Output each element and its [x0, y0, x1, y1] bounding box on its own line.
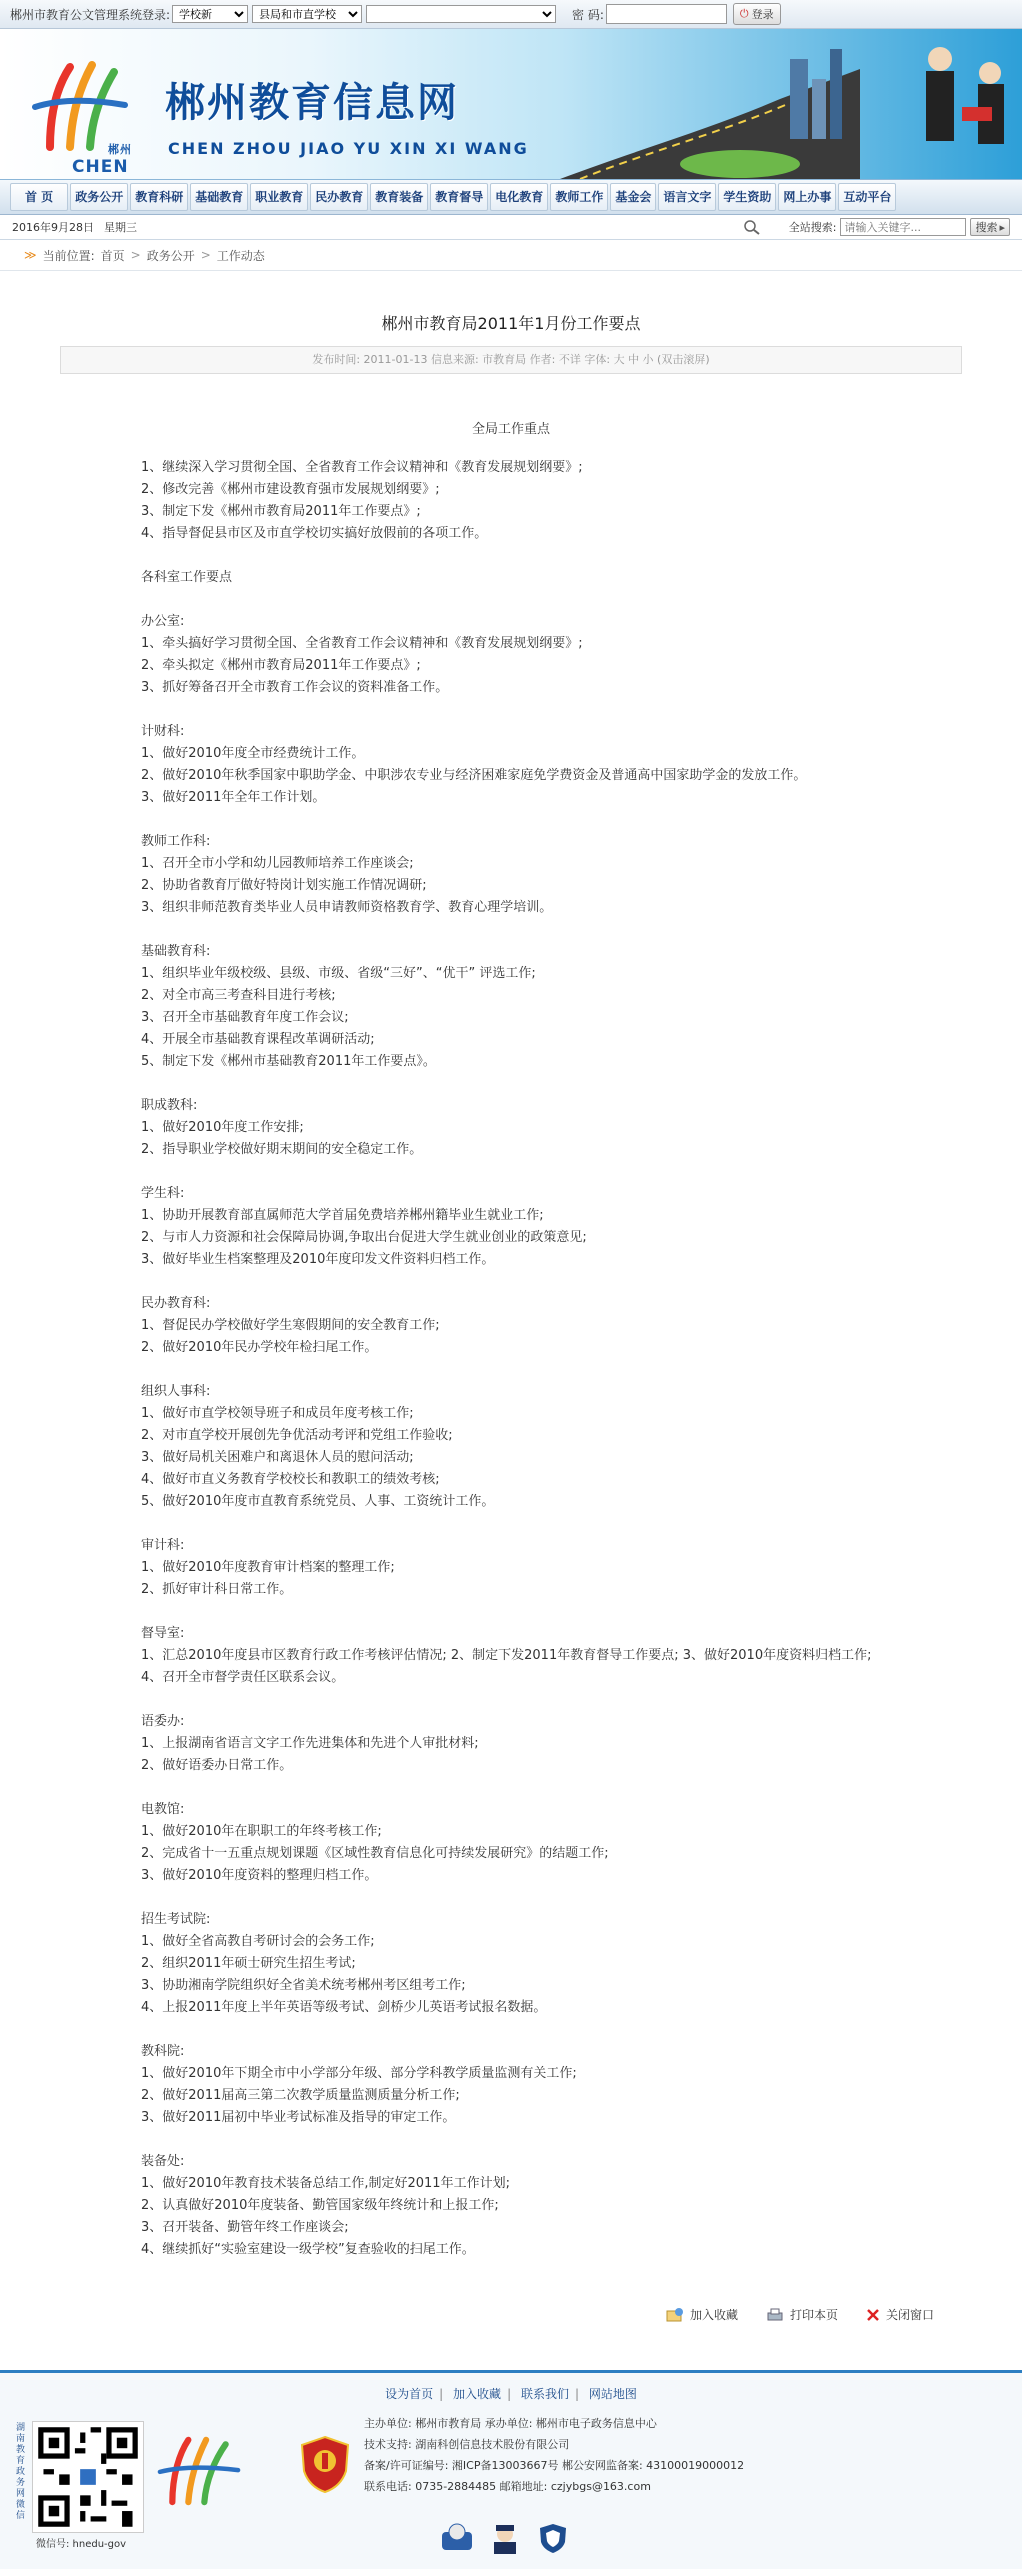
section-block — [141, 831, 881, 919]
section-block — [141, 2041, 881, 2129]
login-button[interactable]: ⏻ 登录 — [733, 3, 781, 25]
list-item: 2、指导职业学校做好期末期间的安全稳定工作。 — [141, 1142, 423, 1157]
add-favorite-link[interactable]: 加入收藏 — [453, 2387, 502, 2401]
list-item: 1、汇总2010年度县市区教育行政工作考核评估情况; 2、制定下发2011年教育督导工作要点; 3、做好2010年度资料归档工作; 4、召开全市督学责任区联系会议。 — [141, 1648, 872, 1685]
printer-icon — [766, 2307, 784, 2323]
list-item: 3、抓好筹备召开全市教育工作会议的资料准备工作。 — [141, 680, 449, 695]
password-label: 密 码: — [572, 7, 604, 22]
wechat-vertical-label: 湖南教育政务网微信 — [16, 2423, 26, 2521]
unit-type-select[interactable] — [172, 5, 248, 23]
site-banner — [0, 29, 1022, 180]
unit-name-select[interactable] — [366, 5, 556, 23]
certification-badges — [440, 2522, 570, 2554]
list-item: 4、指导督促县市区及市直学校切实搞好放假前的各项工作。 — [141, 526, 488, 541]
footer-info — [364, 2413, 744, 2497]
list-item: 1、做好2010年度教育审计档案的整理工作; — [141, 1560, 395, 1575]
breadcrumb-marker-icon: ≫ — [24, 248, 37, 262]
list-item: 1、做好2010年下期全市中小学部分年级、部分学科教学质量监测有关工作; — [141, 2066, 577, 2081]
list-item: 1、组织毕业年级校级、县级、市级、省级“三好”、“优干” 评选工作; — [141, 966, 536, 981]
list-item: 4、上报2011年度上半年英语等级考试、剑桥少儿英语考试报名数据。 — [141, 2000, 547, 2015]
close-icon — [866, 2308, 880, 2322]
login-bar — [0, 0, 1022, 29]
section-name: 审计科: — [141, 1538, 185, 1553]
search-label: 全站搜索: — [788, 221, 837, 234]
section-block — [141, 1711, 881, 1777]
set-homepage-link[interactable]: 设为首页 — [385, 2387, 434, 2401]
section-name: 教科院: — [141, 2044, 185, 2059]
nav-research[interactable]: 教育科研 — [130, 183, 188, 211]
nav-online-services[interactable]: 网上办事 — [778, 183, 836, 211]
contact-us-link[interactable]: 联系我们 — [520, 2387, 569, 2401]
list-item: 1、牵头搞好学习贯彻全国、全省教育工作会议精神和《教育发展规划纲要》; — [141, 636, 583, 651]
footer-contact: 联系电话: 0735-2884485 邮箱地址: czjybgs@163.com — [364, 2480, 651, 2493]
list-item: 1、做好市直学校领导班子和成员年度考核工作; — [141, 1406, 414, 1421]
section-block — [141, 1381, 881, 1513]
list-item: 3、做好毕业生档案整理及2010年度印发文件资料归档工作。 — [141, 1252, 495, 1267]
nav-supervision[interactable]: 教育督导 — [430, 183, 488, 211]
nav-interaction[interactable]: 互动平台 — [838, 183, 896, 211]
sitemap-link[interactable]: 网站地图 — [588, 2387, 637, 2401]
nav-foundation[interactable]: 基金会 — [610, 183, 656, 211]
footer-logo-icon — [154, 2431, 244, 2511]
article-heading: 全局工作重点 — [471, 422, 550, 437]
section-name: 教师工作科: — [141, 834, 211, 849]
search-input[interactable] — [840, 218, 966, 236]
police-officer-icon[interactable] — [488, 2522, 522, 2554]
list-item: 5、制定下发《郴州市基础教育2011年工作要点》。 — [141, 1054, 436, 1069]
footer-links: 设为首页 | 加入收藏 | 联系我们 | 网站地图 — [385, 2387, 637, 2401]
list-item: 2、与市人力资源和社会保障局协调,争取出台促进大学生就业创业的政策意见; — [141, 1230, 587, 1245]
qr-code-icon — [32, 2421, 144, 2533]
section-name: 办公室: — [141, 614, 185, 629]
arrow-right-icon: ▸ — [999, 220, 1005, 234]
breadcrumb — [0, 240, 1022, 271]
list-item: 1、继续深入学习贯彻全国、全省教育工作会议精神和《教育发展规划纲要》; — [141, 460, 583, 475]
nav-private-edu[interactable]: 民办教育 — [310, 183, 368, 211]
footer-icp: 备案/许可证编号: 湘ICP备13003667号 郴公安网监备案: 43100019000012 — [364, 2459, 745, 2472]
section-block — [141, 941, 881, 1073]
breadcrumb-gov-affairs[interactable]: 政务公开 — [146, 248, 195, 263]
nav-teachers[interactable]: 教师工作 — [550, 183, 608, 211]
network-police-icon[interactable] — [440, 2522, 474, 2554]
breadcrumb-work-news[interactable]: 工作动态 — [216, 248, 265, 263]
login-icon: ⏻ — [739, 7, 749, 20]
section-name: 计财科: — [141, 724, 185, 739]
unit-category-select[interactable] — [252, 5, 362, 23]
section-name: 电教馆: — [141, 1802, 185, 1817]
list-item: 2、协助省教育厅做好特岗计划实施工作情况调研; — [141, 878, 427, 893]
article-body — [141, 374, 881, 2261]
list-item: 1、做好2010年度工作安排; — [141, 1120, 304, 1135]
section-block — [141, 1909, 881, 2019]
list-item: 2、做好2011届高三第二次教学质量监测质量分析工作; — [141, 2088, 460, 2103]
list-item: 2、认真做好2010年度装备、勤管国家级年终统计和上报工作; — [141, 2198, 499, 2213]
footer-tech-support: 技术支持: 湖南科创信息技术股份有限公司 — [364, 2438, 570, 2451]
list-item: 4、做好市直义务教育学校校长和教职工的绩效考核; — [141, 1472, 440, 1487]
logo-text: 郴州 CHEN — [72, 143, 132, 177]
list-item: 3、做好2010年度资料的整理归档工作。 — [141, 1868, 378, 1883]
list-item: 1、召开全市小学和幼儿园教师培养工作座谈会; — [141, 856, 414, 871]
password-input[interactable] — [606, 4, 727, 24]
qr-code-label: 微信号: hnedu-gov — [36, 2539, 127, 2550]
section-block — [141, 1293, 881, 1359]
section-block — [141, 2151, 881, 2261]
list-item: 2、做好语委办日常工作。 — [141, 1758, 293, 1773]
section-block — [141, 1623, 881, 1689]
section-block — [141, 611, 881, 699]
list-item: 3、召开全市基础教育年度工作会议; — [141, 1010, 349, 1025]
list-item: 4、继续抓好“实验室建设一级学校”复查验收的扫尾工作。 — [141, 2242, 475, 2257]
section-name: 基础教育科: — [141, 944, 211, 959]
nav-language[interactable]: 语言文字 — [658, 183, 716, 211]
current-date: 2016年9月28日 — [12, 221, 94, 234]
list-item: 4、开展全市基础教育课程改革调研活动; — [141, 1032, 375, 1047]
nav-student-aid[interactable]: 学生资助 — [718, 183, 776, 211]
section-name: 装备处: — [141, 2154, 185, 2169]
chevron-right-icon: > — [200, 248, 211, 262]
banner-city-illustration — [560, 29, 1022, 179]
list-item: 2、完成省十一五重点规划课题《区域性教育信息化可持续发展研究》的结题工作; — [141, 1846, 609, 1861]
list-item: 2、组织2011年硕士研究生招生考试; — [141, 1956, 356, 1971]
list-item: 2、抓好审计科日常工作。 — [141, 1582, 293, 1597]
list-item: 3、制定下发《郴州市教育局2011年工作要点》; — [141, 504, 421, 519]
list-item: 5、做好2010年度市直教育系统党员、人事、工资统计工作。 — [141, 1494, 495, 1509]
footer-sponsor: 主办单位: 郴州市教育局 承办单位: 郴州市电子政务信息中心 — [364, 2417, 657, 2430]
section-name: 招生考试院: — [141, 1912, 211, 1927]
list-item: 1、做好2010年度全市经费统计工作。 — [141, 746, 365, 761]
breadcrumb-home[interactable]: 首页 — [100, 248, 125, 263]
print-button[interactable]: 打印本页 — [766, 2306, 838, 2323]
section-name: 职成教科: — [141, 1098, 198, 1113]
section-block — [141, 1095, 881, 1161]
section-block — [141, 1535, 881, 1601]
intro-list — [141, 457, 881, 545]
chevron-right-icon: > — [130, 248, 141, 262]
sections-title: 各科室工作要点 — [141, 570, 233, 585]
list-item: 1、做好2010年在职职工的年终考核工作; — [141, 1824, 382, 1839]
nav-gov-affairs[interactable]: 政务公开 — [70, 183, 128, 211]
add-favorite-button[interactable]: 加入收藏 — [666, 2306, 738, 2323]
section-block — [141, 1183, 881, 1271]
list-item: 1、做好2010年教育技术装备总结工作,制定好2011年工作计划; — [141, 2176, 510, 2191]
section-name: 语委办: — [141, 1714, 185, 1729]
section-name: 学生科: — [141, 1186, 185, 1201]
sections — [141, 611, 881, 2261]
favorite-icon — [666, 2307, 684, 2323]
section-name: 督导室: — [141, 1626, 185, 1641]
nav-e-education[interactable]: 电化教育 — [490, 183, 548, 211]
police-badge-icon[interactable] — [300, 2435, 350, 2493]
magnifier-icon — [743, 219, 761, 235]
list-item: 2、牵头拟定《郴州市教育局2011年工作要点》; — [141, 658, 421, 673]
list-item: 3、召开装备、勤管年终工作座谈会; — [141, 2220, 349, 2235]
list-item: 3、做好局机关困难户和离退休人员的慰问活动; — [141, 1450, 414, 1465]
nav-equipment[interactable]: 教育装备 — [370, 183, 428, 211]
list-item: 1、督促民办学校做好学生寒假期间的安全教育工作; — [141, 1318, 440, 1333]
section-name: 组织人事科: — [141, 1384, 211, 1399]
site-title-pinyin: CHEN ZHOU JIAO YU XIN XI WANG — [168, 139, 529, 158]
list-item: 1、协助开展教育部直属师范大学首届免费培养郴州籍毕业生就业工作; — [141, 1208, 544, 1223]
nav-basic-edu[interactable]: 基础教育 — [190, 183, 248, 211]
close-window-button[interactable]: 关闭窗口 — [866, 2306, 934, 2323]
list-item: 3、做好2011届初中毕业考试标准及指导的审定工作。 — [141, 2110, 456, 2125]
list-item: 2、对市直学校开展创先争优活动考评和党组工作验收; — [141, 1428, 453, 1443]
list-item: 3、组织非师范教育类毕业人员申请教师资格教育学、教育心理学培训。 — [141, 900, 553, 915]
list-item: 2、对全市高三考查科目进行考核; — [141, 988, 336, 1003]
list-item: 2、修改完善《郴州市建设教育强市发展规划纲要》; — [141, 482, 440, 497]
section-block — [141, 1799, 881, 1887]
article-tools — [666, 2306, 934, 2323]
list-item: 1、做好全省高教自考研讨会的会务工作; — [141, 1934, 375, 1949]
current-weekday: 星期三 — [104, 221, 137, 234]
list-item: 3、协助湘南学院组织好全省美术统考郴州考区组考工作; — [141, 1978, 466, 1993]
breadcrumb-prefix: 当前位置: — [42, 248, 95, 263]
site-title: 郴州教育信息网 — [165, 80, 459, 126]
nav-home[interactable]: 首 页 — [10, 183, 68, 211]
main-nav — [0, 180, 1022, 215]
login-label: 郴州市教育公文管理系统登录: — [10, 7, 171, 22]
date-search-bar — [0, 215, 1022, 240]
shield-icon[interactable] — [536, 2522, 570, 2554]
list-item: 2、做好2010年秋季国家中职助学金、中职涉农专业与经济困难家庭免学费资金及普通高中国家助学金的发放工作。 — [141, 768, 807, 783]
list-item: 3、做好2011年全年工作计划。 — [141, 790, 326, 805]
list-item: 1、上报湖南省语言文字工作先进集体和先进个人审批材料; — [141, 1736, 479, 1751]
article-meta: 发布时间: 2011-01-13 信息来源: 市教育局 作者: 不详 字体: 大 中 小 (双击滚屏) — [60, 346, 962, 374]
list-item: 2、做好2010年民办学校年检扫尾工作。 — [141, 1340, 378, 1355]
section-block — [141, 721, 881, 809]
section-name: 民办教育科: — [141, 1296, 211, 1311]
article-title: 郴州市教育局2011年1月份工作要点 — [381, 314, 641, 333]
nav-vocational-edu[interactable]: 职业教育 — [250, 183, 308, 211]
search-button[interactable]: 搜索 ▸ — [970, 218, 1010, 236]
